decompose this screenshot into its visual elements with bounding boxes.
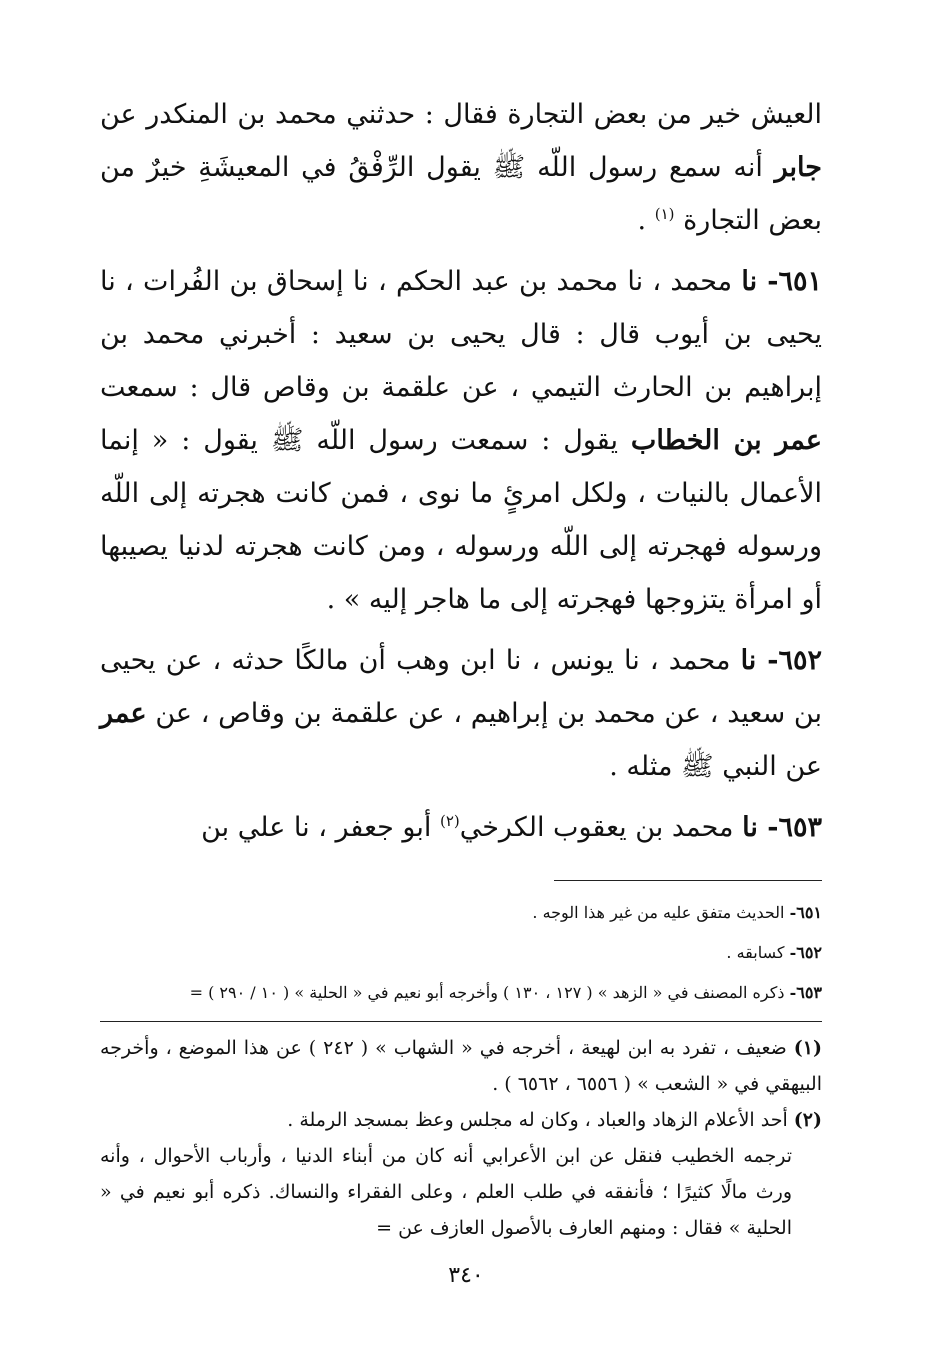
hadith-651 (100, 255, 822, 626)
footnote-number: (٢) (793, 1109, 822, 1131)
footnotes-divider (100, 1021, 822, 1022)
hadith-text: أبو جعفر ، نا علي بن (201, 812, 432, 843)
note-number: ٦٥١- (789, 903, 822, 922)
hadith-notes (100, 893, 822, 1013)
footnote-ref[interactable]: (٢) (439, 812, 460, 830)
page-body (100, 88, 822, 1246)
footnote-text: ترجمه الخطيب فنقل عن ابن الأعرابي أنه كان من أبناء الدنيا ، وأرباب الأحوال ، وأنه ورث مالًا كثيرًا ؛ فأنفقه في طلب العلم ، وعلى الفقراء والنساك. ذكره أبو نعيم في « الحلية » فقال : ومنهم العارف بالأصول العازف عن = (100, 1145, 792, 1239)
note-number: ٦٥٣- (789, 983, 822, 1002)
notes-divider (554, 880, 822, 881)
note-number: ٦٥٢- (789, 943, 822, 962)
narrator-name: عمر بن الخطاب (630, 425, 822, 456)
footnote-1 (100, 1030, 822, 1102)
footnote-ref[interactable]: (١) (654, 205, 675, 223)
intro-paragraph (100, 88, 822, 247)
hadith-text: محمد ، نا محمد بن عبد الحكم ، نا إسحاق بن الفُرات ، نا يحيى بن أيوب قال : قال يحيى بن سعيد : أخبرني محمد بن إبراهيم بن الحارث التيمي ، عن علقمة بن وقاص قال : سمعت (100, 266, 822, 403)
hadith-text: محمد بن يعقوب الكرخي (459, 812, 734, 843)
note-651 (100, 893, 822, 933)
hadith-text: عن النبي ﷺ مثله . (609, 751, 822, 782)
note-653 (100, 973, 822, 1013)
narrator-name: عمر (100, 698, 147, 729)
intro-end: . (637, 205, 655, 236)
footnote-text: ضعيف ، تفرد به ابن لهيعة ، أخرجه في « الشهاب » ( ٢٤٢ ) عن هذا الموضع ، وأخرجه البيهقي في « الشعب » ( ٦٥٥٦ ، ٦٥٦٢ ) . (100, 1037, 822, 1095)
footnote-number: (١) (793, 1037, 822, 1059)
page-number: ٣٤٠ (448, 1263, 484, 1288)
hadith-652 (100, 634, 822, 793)
main-text (100, 88, 822, 854)
footnote-2-continued (100, 1138, 822, 1246)
note-text: ذكره المصنف في « الزهد » ( ١٢٧ ، ١٣٠ ) وأخرجه أبو نعيم في « الحلية » ( ١٠ / ٢٩٠ ) = (189, 983, 785, 1002)
footnotes (100, 1030, 822, 1246)
footnote-text: أحد الأعلام الزهاد والعباد ، وكان له مجلس وعظ بمسجد الرملة . (287, 1109, 788, 1131)
narrator-name: جابر (774, 152, 822, 183)
hadith-text: يقول : سمعت رسول اللّه ﷺ يقول : « إنما الأعمال بالنيات ، ولكل امرئٍ ما نوى ، فمن كانت هجرته إلى اللّه ورسوله فهجرته إلى اللّه ورسوله ، ومن كانت هجرته لدنيا يصيبها أو امرأة يتزوجها فهجرته إلى ما هاجر إليه » . (100, 425, 822, 615)
intro-text: أنه سمع رسول اللّه ﷺ يقول الرِّفْقُ في المعيشَةِ خيرٌ من بعض التجارة (100, 152, 822, 236)
note-652 (100, 933, 822, 973)
intro-line: العيش خير من بعض التجارة فقال : حدثني محمد بن المنكدر عن (100, 99, 822, 130)
note-text: كسابقه . (726, 943, 785, 962)
footnote-2 (100, 1102, 822, 1138)
hadith-653 (100, 801, 822, 854)
hadith-number: ٦٥١- نا (741, 266, 822, 297)
hadith-number: ٦٥٣- نا (742, 812, 822, 843)
hadith-text: محمد ، نا يونس ، نا ابن وهب أن مالكًا حدثه ، عن يحيى بن سعيد ، عن محمد بن إبراهيم ، عن علقمة بن وقاص ، عن (100, 645, 822, 729)
hadith-number: ٦٥٢- نا (740, 645, 823, 676)
note-text: الحديث متفق عليه من غير هذا الوجه . (532, 903, 785, 922)
